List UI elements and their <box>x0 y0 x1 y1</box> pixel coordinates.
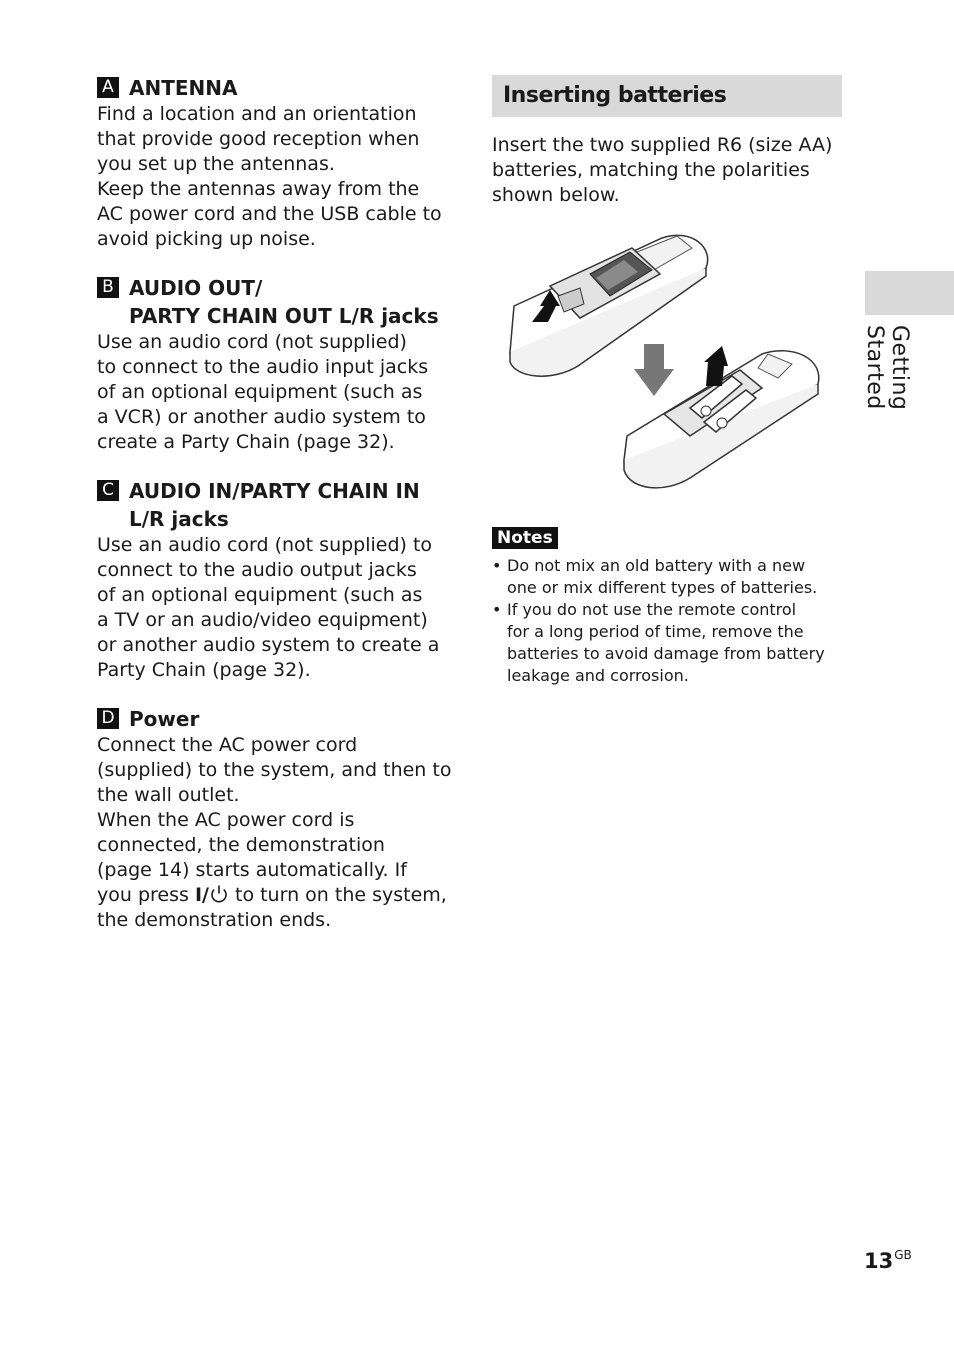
section-badge: A <box>97 77 119 98</box>
section-badge: C <box>97 480 119 501</box>
section-antenna <box>97 74 452 252</box>
section-heading <box>97 705 452 733</box>
inserting-batteries-heading: Inserting batteries <box>492 75 842 117</box>
section-title: ANTENNA <box>129 76 238 100</box>
section-power <box>97 705 452 933</box>
notes-label: Notes <box>492 527 558 549</box>
section-badge: D <box>97 708 119 729</box>
notes-list <box>492 555 842 687</box>
power-button-label: I/ <box>194 884 209 906</box>
section-heading <box>97 74 452 102</box>
right-column <box>492 75 842 687</box>
section-title: AUDIO OUT/ PARTY CHAIN OUT L/R jacks <box>129 276 439 328</box>
remote-battery-illustration <box>492 226 842 501</box>
section-audio-in <box>97 477 452 683</box>
left-column <box>97 74 452 955</box>
down-arrow-icon <box>634 344 674 396</box>
section-heading <box>97 477 452 533</box>
section-body: Use an audio cord (not supplied) to connect to the audio input jacks of an optional equipment (such as a VCR) or another audio system to create a Party Chain (page 32). <box>97 331 429 453</box>
chapter-tab <box>865 271 954 315</box>
section-badge: B <box>97 277 119 298</box>
note-item: • If you do not use the remote control for a long period of time, remove the batteries to avoid damage from battery leakage and corrosion. <box>492 599 842 687</box>
inserting-batteries-intro: Insert the two supplied R6 (size AA) batteries, matching the polarities shown below. <box>492 134 833 206</box>
page-number-suffix: GB <box>894 1248 912 1262</box>
section-body: Find a location and an orientation that provide good reception when you set up the antennas. Keep the antennas away from the AC power cord and the USB cable to avoid picking up noise. <box>97 103 442 250</box>
chapter-label: Getting Started <box>862 325 912 411</box>
note-item: • Do not mix an old battery with a new one or mix different types of batteries. <box>492 555 842 599</box>
power-instruction-line: you press I/ to turn on the system, <box>97 884 447 906</box>
section-body: Use an audio cord (not supplied) to connect to the audio output jacks of an optional equipment (such as a TV or an audio/video equipment) or another audio system to create a Party Chain (page 32). <box>97 534 440 681</box>
remote-control-open-icon <box>510 235 708 376</box>
section-title: Power <box>129 707 200 731</box>
section-body: Connect the AC power cord (supplied) to the system, and then to the wall outlet. When the AC power cord is connected, the demonstration (page 14) starts automatically. If you press I/ to turn on the system, the demonstration ends. <box>97 734 452 931</box>
power-icon <box>209 884 229 904</box>
section-heading <box>97 274 452 330</box>
section-audio-out <box>97 274 452 455</box>
page-number: $13^{GB}$ <box>864 1248 912 1273</box>
section-title: AUDIO IN/PARTY CHAIN IN L/R jacks <box>129 479 420 531</box>
